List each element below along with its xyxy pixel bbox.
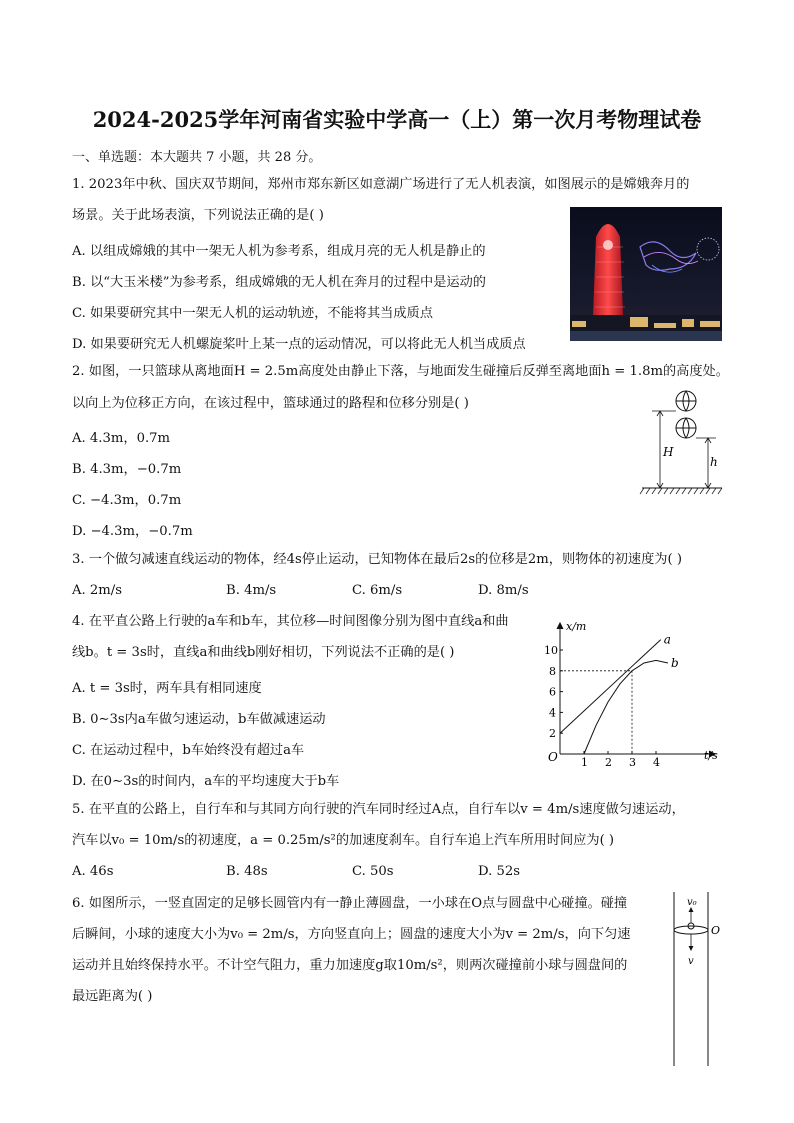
y-tick-label: 6: [549, 685, 556, 699]
q4-option-a: A. t = 3s时，两车具有相同速度: [72, 681, 262, 696]
label-v: v: [688, 956, 694, 967]
q2-option-b: B. 4.3m，−0.7m: [72, 462, 182, 477]
y-tick-label: 2: [549, 727, 556, 741]
q6-stem-line3: 运动并且始终保持水平。不计空气阻力，重力加速度g取10m/s²，则两次碰撞前小球与圆盘间的: [72, 958, 628, 973]
q4-option-d: D. 在0∼3s的时间内，a车的平均速度大于b车: [72, 774, 340, 789]
q1-stem-line1: 1. 2023年中秋、国庆双节期间，郑州市郑东新区如意湖广场进行了无人机表演，如图展示的是嫦娥奔月的: [72, 177, 690, 192]
position-time-chart: [546, 618, 724, 770]
q1-stem-line2: 场景。关于此场表演，下列说法正确的是( ): [72, 208, 324, 223]
label-H: H: [663, 445, 674, 459]
q1-option-d: D. 如果要研究无人机螺旋桨叶上某一点的运动情况，可以将此无人机当成质点: [72, 337, 526, 352]
q5-stem-line2: 汽车以v₀ = 10m/s的初速度，a = 0.25m/s²的加速度刹车。自行车追上汽车所用时间应为( ): [72, 833, 615, 848]
x-tick-label: 4: [653, 756, 660, 769]
q2-option-c: C. −4.3m，0.7m: [72, 493, 182, 508]
y-tick-label: 4: [549, 706, 556, 720]
chart-series: [560, 640, 668, 754]
label-O: O: [711, 924, 721, 937]
x-tick-label: 3: [629, 756, 636, 769]
q4-option-b: B. 0∼3s内a车做匀速运动，b车做减速运动: [72, 712, 326, 727]
y-tick-label: 8: [549, 664, 556, 678]
basketball-top-icon: [676, 391, 696, 411]
q2-option-d: D. −4.3m，−0.7m: [72, 524, 193, 539]
page-title: 2024-2025学年河南省实验中学高一（上）第一次月考物理试卷: [92, 107, 702, 132]
x-tick-label: 2: [605, 756, 612, 769]
q1-option-b: B. 以“大玉米楼”为参考系，组成嫦娥的无人机在奔月的过程中是运动的: [72, 275, 486, 290]
series-label-b: b: [671, 656, 679, 670]
night-show-photo: [570, 207, 722, 341]
x-tick-label: 1: [581, 756, 588, 769]
q4-stem-line2: 线b。t = 3s时，直线a和曲线b刚好相切，下列说法不正确的是( ): [72, 645, 455, 660]
q3-stem-line1: 3. 一个做匀减速直线运动的物体，经4s停止运动，已知物体在最后2s的位移是2m，则物体的初速度为( ): [72, 552, 682, 567]
label-h: h: [710, 455, 718, 469]
y-axis-label: x/m: [566, 620, 587, 633]
basketball-figure: [636, 386, 726, 498]
tube-disk-figure: [668, 892, 728, 1068]
origin-label: O: [548, 750, 558, 764]
basketball-bottom-icon: [676, 418, 696, 438]
q5-stem-line1: 5. 在平直的公路上，自行车和与其同方向行驶的汽车同时经过A点，自行车以v = 4m/s速度做匀速运动，: [72, 802, 685, 817]
q5-option-a: A. 46s: [72, 864, 114, 879]
q2-stem-line2: 以向上为位移正方向，在该过程中，篮球通过的路程和位移分别是( ): [72, 396, 469, 411]
q2-stem-line1: 2. 如图，一只篮球从离地面H = 2.5m高度处由静止下落，与地面发生碰撞后反弹至离地面h = 1.8m的高度处。: [72, 364, 729, 379]
q3-option-d: D. 8m/s: [478, 583, 529, 598]
section-heading: 一、单选题：本大题共 7 小题，共 28 分。: [72, 150, 322, 165]
q3-option-c: C. 6m/s: [352, 583, 403, 598]
q3-option-b: B. 4m/s: [226, 583, 277, 598]
q1-option-c: C. 如果要研究其中一架无人机的运动轨迹，不能将其当成质点: [72, 306, 433, 321]
q4-option-c: C. 在运动过程中，b车始终没有超过a车: [72, 743, 305, 758]
q3-option-a: A. 2m/s: [72, 583, 123, 598]
chart-guides: [560, 671, 632, 754]
q5-option-d: D. 52s: [478, 864, 521, 879]
q2-option-a: A. 4.3m，0.7m: [72, 431, 171, 446]
chart-axes: [557, 623, 715, 757]
q5-option-c: C. 50s: [352, 864, 394, 879]
series-label-a: a: [663, 632, 671, 647]
chart-labels: [544, 620, 718, 769]
q6-stem-line4: 最远距离为( ): [72, 989, 153, 1004]
series-b: [584, 660, 668, 754]
q5-option-b: B. 48s: [226, 864, 268, 879]
label-v0: v₀: [687, 897, 697, 908]
disk-shape: [674, 926, 708, 934]
q6-stem-line1: 6. 如图所示，一竖直固定的足够长圆管内有一静止薄圆盘，一小球在O点与圆盘中心碰撞。碰撞: [72, 896, 628, 911]
y-tick-label: 10: [544, 644, 558, 657]
q6-stem-line2: 后瞬间，小球的速度大小为v₀ = 2m/s，方向竖直向上；圆盘的速度大小为v = 2m/s，向下匀速: [72, 927, 631, 942]
q4-stem-line1: 4. 在平直公路上行驶的a车和b车，其位移—时间图像分别为图中直线a和曲: [72, 614, 509, 629]
x-axis-label: t/s: [704, 749, 718, 762]
y-axis-arrow: [557, 623, 563, 629]
q1-option-a: A. 以组成嫦娥的其中一架无人机为参考系，组成月亮的无人机是静止的: [72, 244, 486, 259]
series-a: [560, 640, 661, 734]
